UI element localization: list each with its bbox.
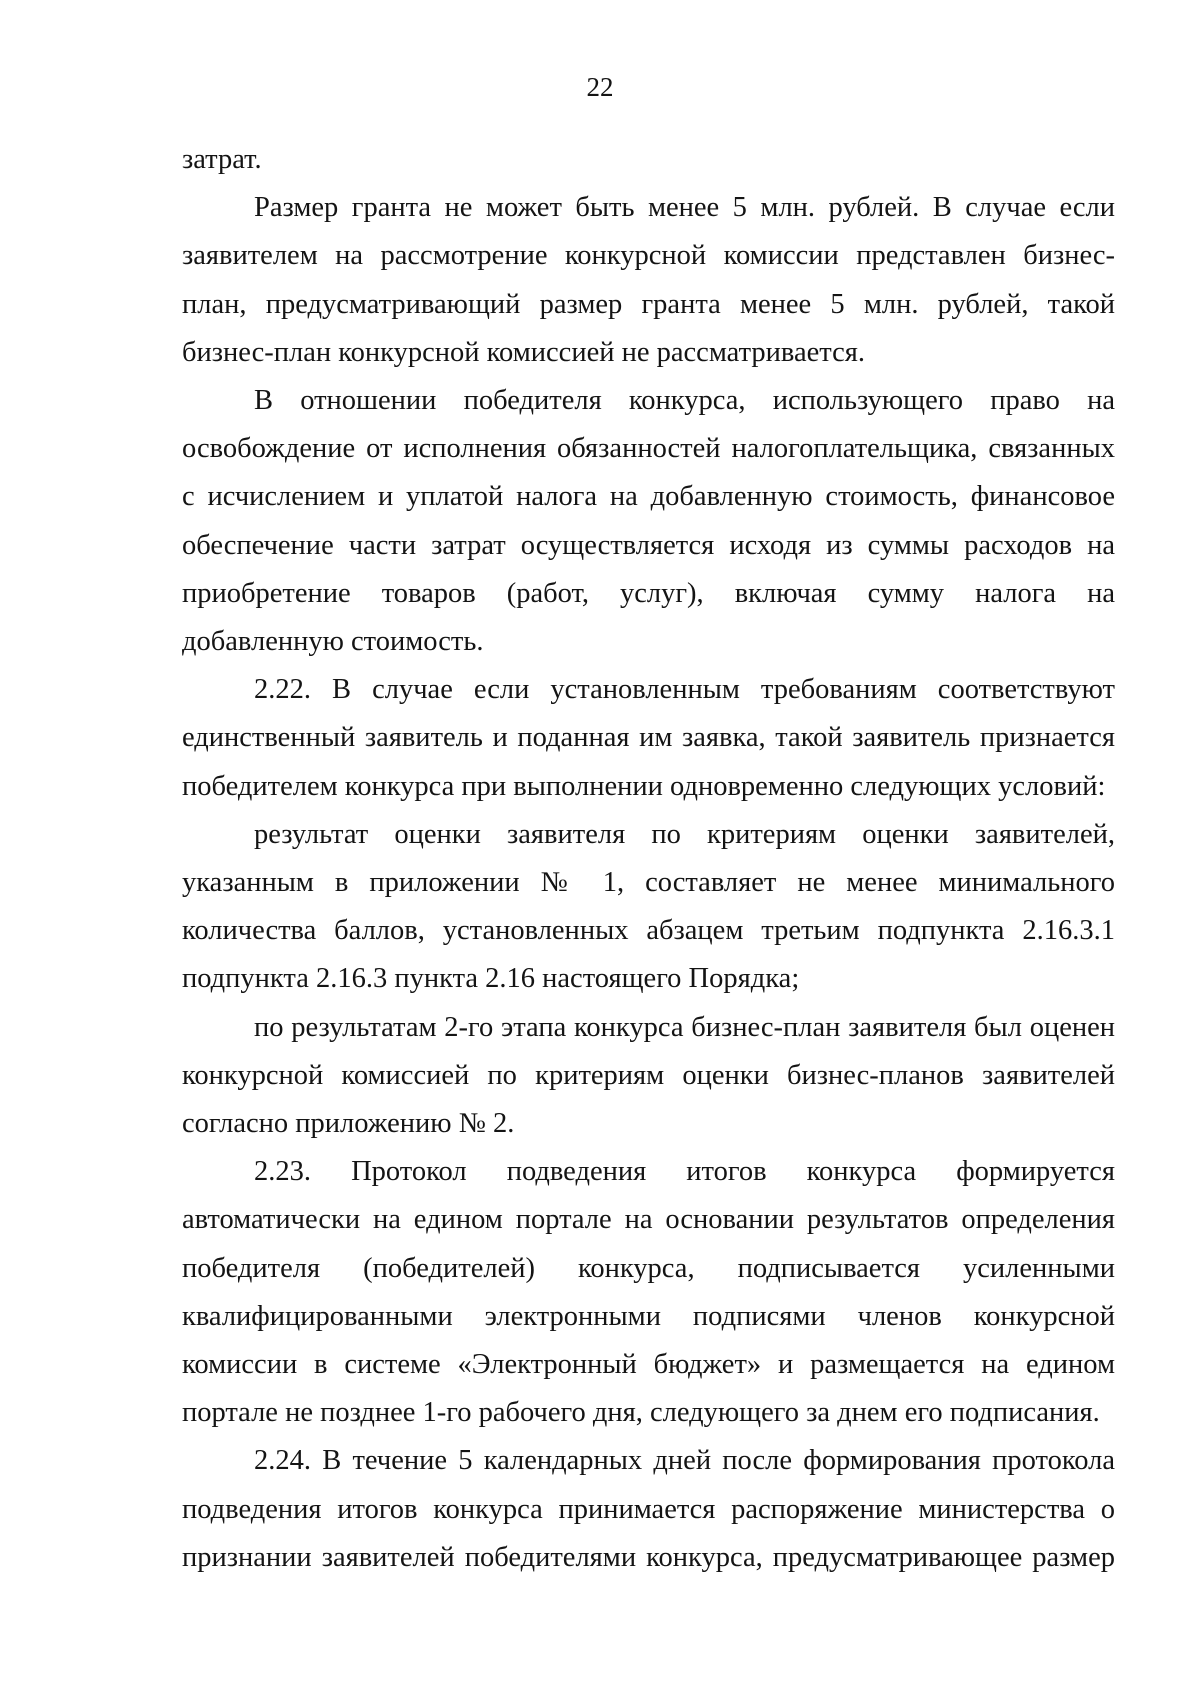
paragraph-grant-size: Размер гранта не может быть менее 5 млн. рублей. В случае если заявителем на рассмотрение конкурсной комиссии представлен бизнес-план, предусматривающий размер гранта менее 5 млн. рублей, такой бизнес-план конкурсной комиссией не рассматривается. <box>182 192 1115 368</box>
page-number: 22 <box>586 72 614 102</box>
document-body <box>182 136 1115 1582</box>
paragraph-vat-exemption: В отношении победителя конкурса, использующего право на освобождение от исполнения обязанностей налогоплательщика, связанных с исчислением и уплатой налога на добавленную стоимость, финансовое обеспечение части затрат осуществляется исходя из суммы расходов на приобретение товаров (работ, услуг), включая сумму налога на добавленную стоимость. <box>182 385 1115 658</box>
paragraph-stage-two: по результатам 2-го этапа конкурса бизнес-план заявителя был оценен конкурсной комиссией по критериям оценки бизнес-планов заявителей согласно приложению № 2. <box>182 1011 1115 1140</box>
paragraph-2-24: 2.24. В течение 5 календарных дней после формирования протокола подведения итогов конкурса принимается распоряжение министерства о признании заявителей победителями конкурса, предусматривающее размер <box>182 1445 1115 1573</box>
paragraph-2-23: 2.23. Протокол подведения итогов конкурса формируется автоматически на едином портале на основании результатов определения победителя (победителей) конкурса, подписывается усиленными квалифицированными электронными подписями членов конкурсной комиссии в системе «Электронный бюджет» и размещается на едином портале не позднее 1-го рабочего дня, следующего за днем его подписания. <box>182 1156 1115 1429</box>
paragraph-2-22: 2.22. В случае если установленным требованиям соответствуют единственный заявитель и поданная им заявка, такой заявитель признается победителем конкурса при выполнении одновременно следующих условий: <box>182 674 1115 802</box>
paragraph-continuation: затрат. <box>182 144 262 175</box>
paragraph-evaluation-result: результат оценки заявителя по критериям оценки заявителей, указанным в приложении № 1, составляет не менее минимального количества баллов, установленных абзацем третьим подпункта 2.16.3.1 подпункта 2.16.3 пункта 2.16 настоящего Порядка; <box>182 818 1115 995</box>
